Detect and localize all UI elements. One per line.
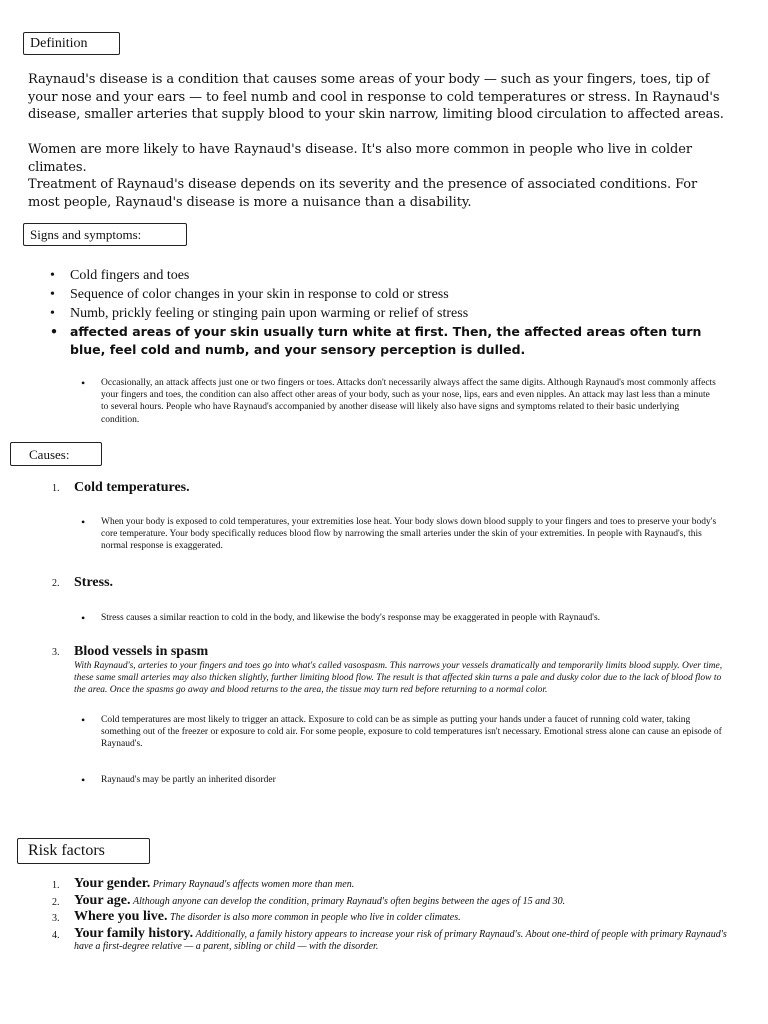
cause-title: Stress. [74,575,114,590]
risk-description: Although anyone can develop the condition, primary Raynaud's often begins between the ages of 15 and 30. [133,895,566,907]
risk-title: Your gender. [74,876,151,891]
cause-bullet-list [77,714,722,751]
list-item: • Cold fingers and toes [46,266,736,285]
list-item [52,911,732,925]
risk-number: 3. [52,913,60,924]
definition-paragraph-3: Treatment of Raynaud's disease depends on its severity and the presence of associated conditions. For most people, Raynaud's disease is more a nuisance than a disability. [28,177,698,210]
causes-heading: Causes: [10,442,102,466]
risk-description: The disorder is also more common in people who live in colder climates. [169,912,461,923]
list-item [52,878,732,892]
risk-number: 4. [52,929,60,941]
risk-factors-list [52,878,732,957]
signs-heading: Signs and symptoms: [23,223,187,246]
definition-paragraph-2: Women are more likely to have Raynaud's disease. It's also more common in people who live in colder climates. [28,142,692,175]
signs-list [46,266,736,359]
risk-title: Your family history. [74,925,194,941]
cause-title: Blood vessels in spasm [74,644,209,659]
cause-bullet-list [77,516,722,553]
list-item: • Raynaud's may be partly an inherited disorder [77,774,722,786]
cause-title: Cold temperatures. [74,480,190,495]
list-item: • Stress causes a similar reaction to cold in the body, and likewise the body's response may be exaggerated in people with Raynaud's. [77,612,722,624]
cause-number: 2. [52,578,60,589]
cause-description: With Raynaud's, arteries to your fingers and toes go into what's called vasospasm. This narrows your vessels dramatically and temporarily limits blood supply. Over time, these same small arteries may also thicken slightly, further limiting blood flow. The result is that affected skin turns a pale and dusky color due to the lack of blood flow to the area. Once the spasms go away and blood returns to the area, the tissue may turn red before returning to a normal color. [74,661,723,695]
list-item [52,925,732,954]
cause-number: 1. [52,483,60,494]
signs-note-list [77,377,717,426]
list-item: • Numb, prickly feeling or stinging pain upon warming or relief of stress [46,304,736,323]
risk-title: Where you live. [74,909,168,924]
list-item: • Sequence of color changes in your skin in response to cold or stress [46,285,736,304]
list-item [52,892,732,909]
cause-bullet-list [77,612,722,624]
list-item: • affected areas of your skin usually turn white at first. Then, the affected areas often turn blue, feel cold and numb, and your sensory perception is dulled. [46,323,736,359]
list-item: • Cold temperatures are most likely to trigger an attack. Exposure to cold can be as simple as putting your hands under a faucet of running cold water, taking something out of the freezer or exposure to cold air. For some people, exposure to cold temperatures isn't necessary. Emotional stress alone can cause an episode of Raynaud's. [77,714,722,751]
definition-paragraph-1: Raynaud's disease is a condition that causes some areas of your body — such as your fingers, toes, tip of your nose and your ears — to feel numb and cool in response to cold temperatures or stress. In Raynaud's disease, smaller arteries that supply blood to your skin narrow, limiting blood circulation to affected areas. [28,72,724,122]
risk-title: Your age. [74,892,131,908]
cause-bullet-list [77,774,722,786]
risk-description: Additionally, a family history appears to increase your risk of primary Raynaud's. About one-third of people with primary Raynaud's have a first-degree relative — a parent, sibling or child — with the disorder. [74,928,727,952]
definition-heading: Definition [23,32,120,55]
list-item: • When your body is exposed to cold temperatures, your extremities lose heat. Your body slows down blood supply to your fingers and toes to preserve your body's core temperature. Your body specifically reduces blood flow by narrowing the small arteries under the skin of your extremities. In people with Raynaud's, this normal response is exaggerated. [77,516,722,553]
risk-number: 1. [52,880,60,891]
risk-description: Primary Raynaud's affects women more than men. [152,879,355,890]
list-item: • Occasionally, an attack affects just one or two fingers or toes. Attacks don't necessarily always affect the same digits. Although Raynaud's most commonly affects your fingers and toes, the condition can also affect other areas of your body, such as your nose, lips, ears and even nipples. An attack may last less than a minute to several hours. People who have Raynaud's accompanied by another disease will likely also have signs and symptoms related to their basic underlying condition. [77,377,717,426]
risk-number: 2. [52,896,60,908]
risk-factors-heading: Risk factors [17,838,150,864]
cause-number: 3. [52,647,60,658]
